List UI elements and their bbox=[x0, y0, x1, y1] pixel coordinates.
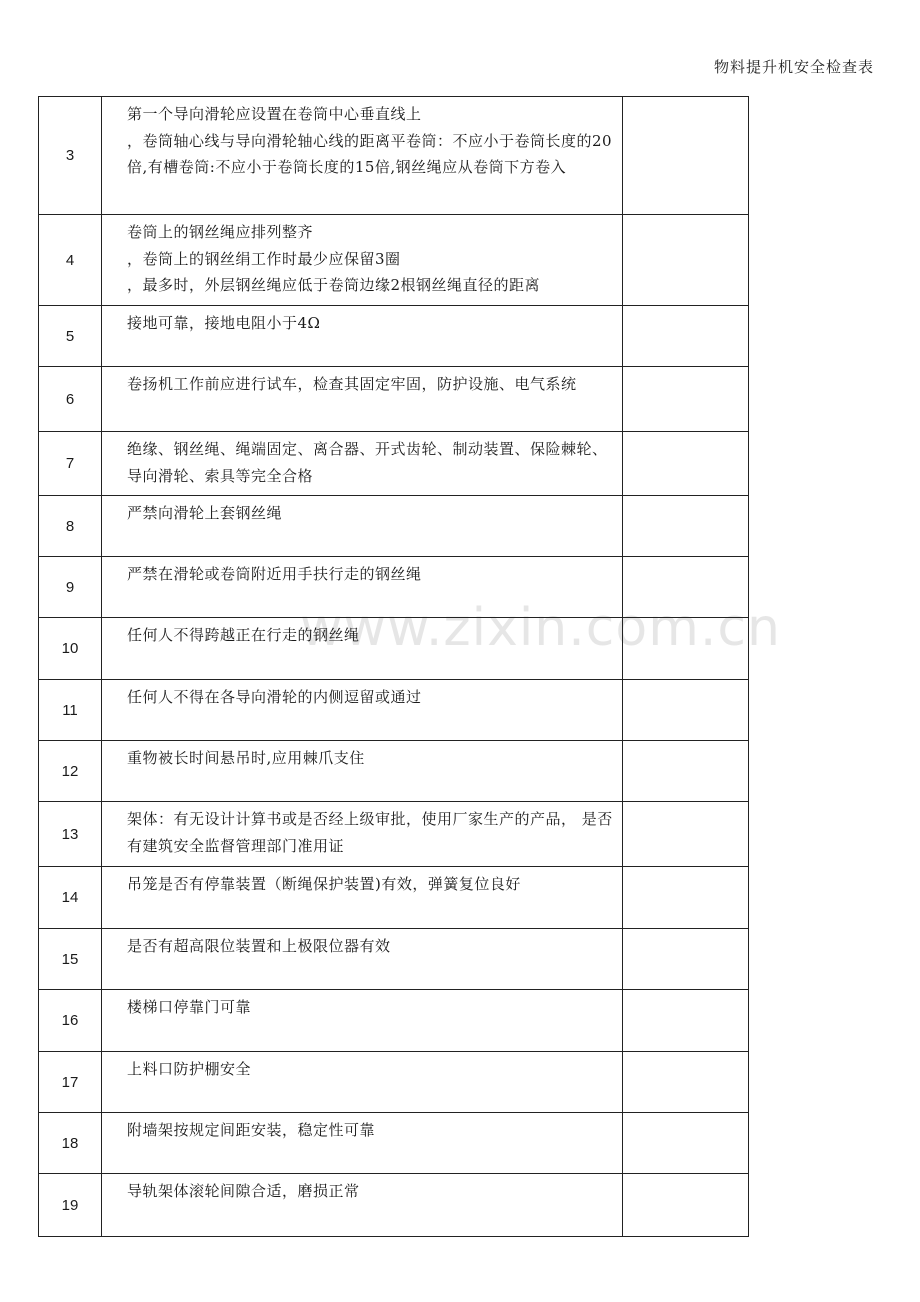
table-row bbox=[39, 929, 749, 990]
check-result-cell[interactable] bbox=[623, 1113, 749, 1174]
check-item-text: 架体：有无设计计算书或是否经上级审批，使用厂家生产的产品， 是否有建筑安全监督管理部门准用证 bbox=[102, 802, 623, 867]
check-result-cell[interactable] bbox=[623, 367, 749, 432]
table-row bbox=[39, 1113, 749, 1174]
row-number: 5 bbox=[39, 306, 102, 367]
check-item-text: 任何人不得跨越正在行走的钢丝绳 bbox=[102, 618, 623, 680]
check-item-text: 重物被长时间悬吊时,应用棘爪支住 bbox=[102, 741, 623, 802]
row-number: 10 bbox=[39, 618, 102, 680]
check-result-cell[interactable] bbox=[623, 990, 749, 1052]
row-number: 7 bbox=[39, 432, 102, 496]
row-number: 8 bbox=[39, 496, 102, 557]
row-number: 3 bbox=[39, 97, 102, 215]
watermark-text: www.zixin.com.cn bbox=[300, 598, 781, 658]
check-item-text: 是否有超高限位装置和上极限位器有效 bbox=[102, 929, 623, 990]
check-result-cell[interactable] bbox=[623, 680, 749, 741]
row-number: 4 bbox=[39, 215, 102, 306]
table-row bbox=[39, 990, 749, 1052]
row-number: 19 bbox=[39, 1174, 102, 1237]
check-item-text: 严禁在滑轮或卷筒附近用手扶行走的钢丝绳 bbox=[102, 557, 623, 618]
table-row bbox=[39, 867, 749, 929]
row-number: 18 bbox=[39, 1113, 102, 1174]
table-row bbox=[39, 496, 749, 557]
check-item-text: 任何人不得在各导向滑轮的内侧逗留或通过 bbox=[102, 680, 623, 741]
check-result-cell[interactable] bbox=[623, 802, 749, 867]
table-row bbox=[39, 680, 749, 741]
row-number: 15 bbox=[39, 929, 102, 990]
check-result-cell[interactable] bbox=[623, 306, 749, 367]
row-number: 9 bbox=[39, 557, 102, 618]
row-number: 11 bbox=[39, 680, 102, 741]
page-title: 物料提升机安全检查表 bbox=[713, 58, 874, 76]
check-item-text: 接地可靠，接地电阻小于4Ω bbox=[102, 306, 623, 367]
check-item-text: 严禁向滑轮上套钢丝绳 bbox=[102, 496, 623, 557]
table-row bbox=[39, 618, 749, 680]
check-result-cell[interactable] bbox=[623, 741, 749, 802]
check-result-cell[interactable] bbox=[623, 215, 749, 306]
check-result-cell[interactable] bbox=[623, 618, 749, 680]
table-row bbox=[39, 215, 749, 306]
check-result-cell[interactable] bbox=[623, 1052, 749, 1113]
check-result-cell[interactable] bbox=[623, 432, 749, 496]
table-row bbox=[39, 367, 749, 432]
row-number: 16 bbox=[39, 990, 102, 1052]
table-row bbox=[39, 802, 749, 867]
table-row bbox=[39, 557, 749, 618]
check-result-cell[interactable] bbox=[623, 929, 749, 990]
row-number: 14 bbox=[39, 867, 102, 929]
table-row bbox=[39, 432, 749, 496]
check-result-cell[interactable] bbox=[623, 1174, 749, 1237]
check-item-text: 吊笼是否有停靠装置（断绳保护装置)有效，弹簧复位良好 bbox=[102, 867, 623, 929]
check-item-text: 卷筒上的钢丝绳应排列整齐 ，卷筒上的钢丝绢工作时最少应保留3圈 ，最多时，外层钢丝绳应低于卷筒边缘2根钢丝绳直径的距离 bbox=[102, 215, 623, 306]
row-number: 12 bbox=[39, 741, 102, 802]
safety-checklist-table bbox=[38, 96, 749, 1237]
check-item-text: 卷扬机工作前应进行试车，检查其固定牢固，防护设施、电气系统 bbox=[102, 367, 623, 432]
table-row bbox=[39, 741, 749, 802]
row-number: 13 bbox=[39, 802, 102, 867]
check-item-text: 绝缘、钢丝绳、绳端固定、离合器、开式齿轮、制动装置、保险棘轮、导向滑轮、索具等完全合格 bbox=[102, 432, 623, 496]
table-row bbox=[39, 306, 749, 367]
check-item-text: 导轨架体滚轮间隙合适，磨损正常 bbox=[102, 1174, 623, 1237]
table-row bbox=[39, 1174, 749, 1237]
table-row bbox=[39, 97, 749, 215]
table-row bbox=[39, 1052, 749, 1113]
check-result-cell[interactable] bbox=[623, 867, 749, 929]
row-number: 6 bbox=[39, 367, 102, 432]
check-item-text: 楼梯口停靠门可靠 bbox=[102, 990, 623, 1052]
check-item-text: 上料口防护棚安全 bbox=[102, 1052, 623, 1113]
check-result-cell[interactable] bbox=[623, 557, 749, 618]
check-result-cell[interactable] bbox=[623, 97, 749, 215]
check-result-cell[interactable] bbox=[623, 496, 749, 557]
check-item-text: 附墙架按规定间距安装，稳定性可靠 bbox=[102, 1113, 623, 1174]
row-number: 17 bbox=[39, 1052, 102, 1113]
check-item-text: 第一个导向滑轮应设置在卷筒中心垂直线上 ，卷筒轴心线与导向滑轮轴心线的距离平卷筒：不应小于卷筒长度的20倍,有槽卷筒:不应小于卷筒长度的15倍,钢丝绳应从卷筒下方卷入 bbox=[102, 97, 623, 215]
